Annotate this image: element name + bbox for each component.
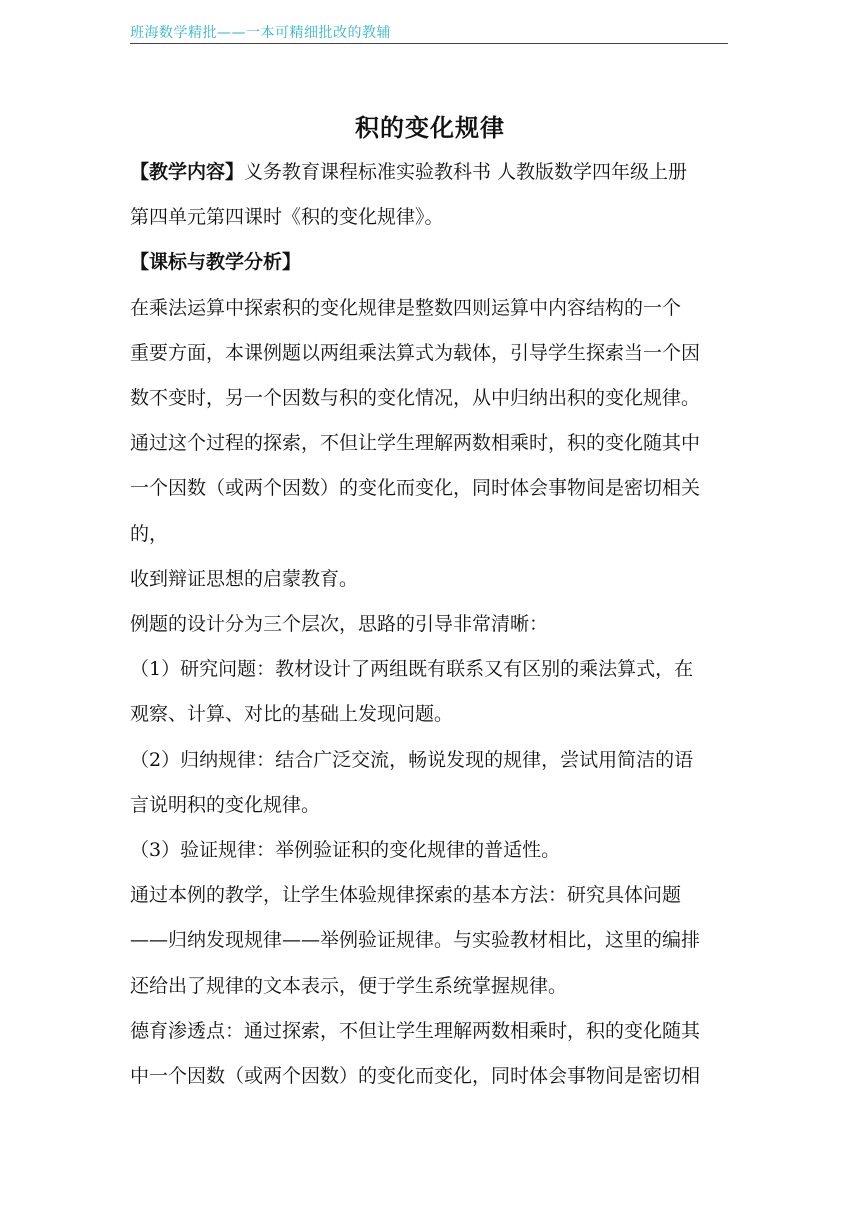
paragraph-line: 中一个因数（或两个因数）的变化而变化，同时体会事物间是密切相 <box>130 1065 701 1088</box>
paragraph-line: 数不变时，另一个因数与积的变化情况，从中归纳出积的变化规律。 <box>130 387 701 410</box>
paragraph-line: 收到辩证思想的启蒙教育。 <box>130 567 359 590</box>
paragraph-line: 例题的设计分为三个层次，思路的引导非常清晰： <box>130 613 549 636</box>
paragraph-line: 德育渗透点：通过探索，不但让学生理解两数相乘时，积的变化随其 <box>130 1019 701 1042</box>
page-header: 班海数学精批——一本可精细批改的教辅 <box>130 25 391 41</box>
paragraph-line: 通过本例的教学，让学生体验规律探索的基本方法：研究具体问题 <box>130 884 682 907</box>
paragraph-line: 通过这个过程的探索，不但让学生理解两数相乘时，积的变化随其中 <box>130 432 701 455</box>
paragraph-line: 言说明积的变化规律。 <box>130 793 321 816</box>
document-body <box>130 150 730 1099</box>
section-heading: 【课标与教学分析】 <box>130 251 302 274</box>
section-teaching-content <box>130 150 730 195</box>
paragraph-line: 还给出了规律的文本表示，便于学生系统掌握规律。 <box>130 974 568 997</box>
paragraph-line: 的， <box>130 522 169 545</box>
paragraph-line: 一个因数（或两个因数）的变化而变化，同时体会事物间是密切相关 <box>130 477 701 500</box>
paragraph-line: 在乘法运算中探索积的变化规律是整数四则运算中内容结构的一个 <box>130 296 682 319</box>
header-divider <box>130 43 728 44</box>
paragraph-line: （1）研究问题：教材设计了两组既有联系又有区别的乘法算式，在 <box>130 658 694 681</box>
paragraph-line: 第四单元第四课时《积的变化规律》。 <box>130 206 444 229</box>
page-title: 积的变化规律 <box>355 114 505 142</box>
section-heading: 【教学内容】 <box>130 161 245 183</box>
paragraph-line: 重要方面，本课例题以两组乘法算式为载体，引导学生探索当一个因 <box>130 341 701 364</box>
paragraph-line: （2）归纳规律：结合广泛交流，畅说发现的规律，尝试用简洁的语 <box>130 748 694 771</box>
paragraph-line: （3）验证规律：举例验证积的变化规律的普适性。 <box>130 839 561 862</box>
paragraph-line: 观察、计算、对比的基础上发现问题。 <box>130 703 454 726</box>
paragraph-line: ——归纳发现规律——举例验证规律。与实验教材相比，这里的编排 <box>130 929 701 952</box>
paragraph-line: 义务教育课程标准实验教科书 人教版数学四年级上册 <box>244 161 688 183</box>
